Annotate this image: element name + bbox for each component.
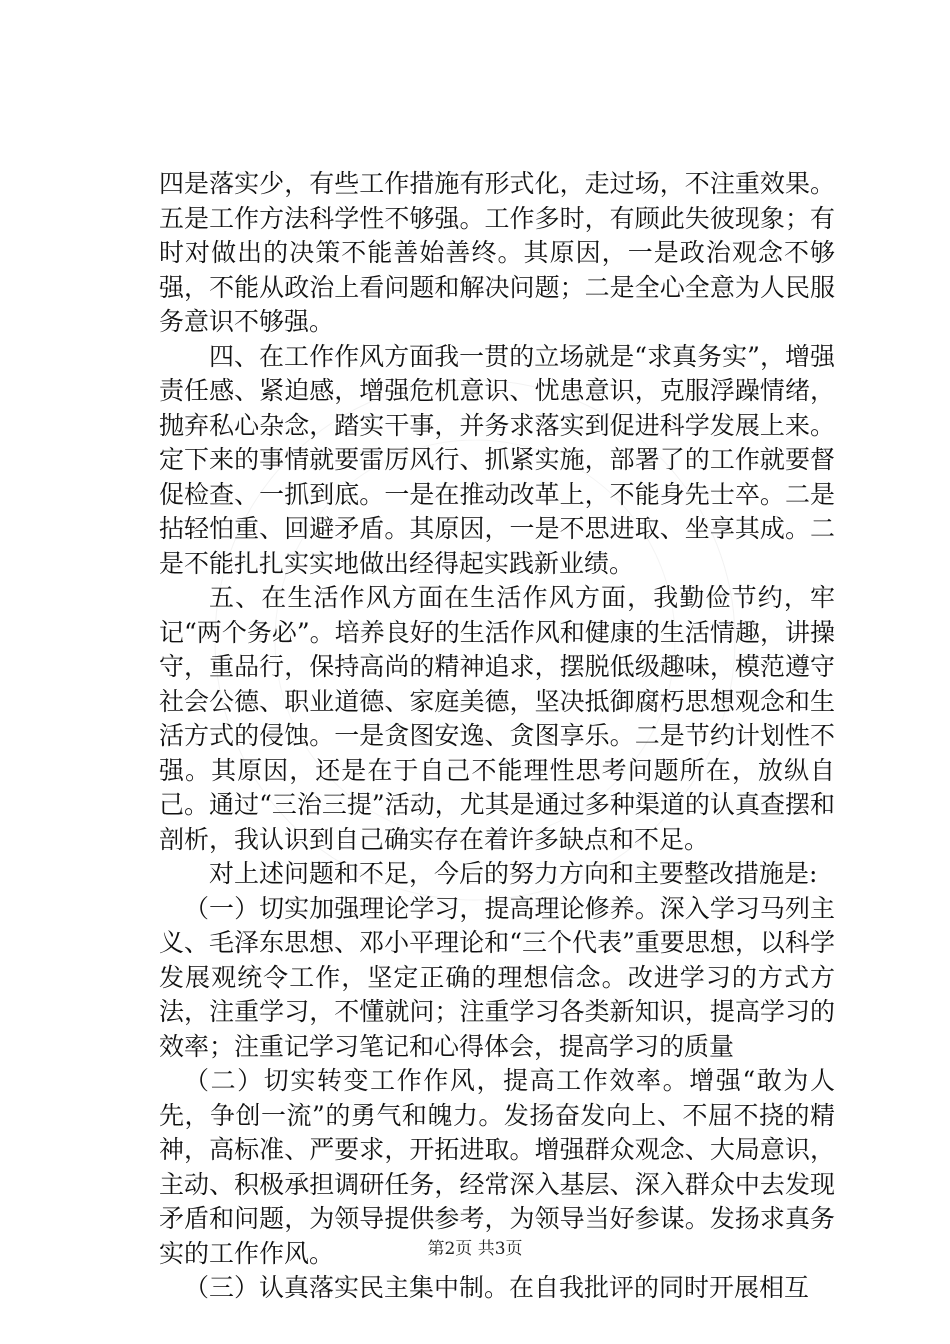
- paragraph-1: 四是落实少，有些工作措施有形式化，走过场，不注重效果。五是工作方法科学性不够强。工作多时，有顾此失彼现象；有时对做出的决策不能善始善终。其原因，一是政治观念不够强，不能从政治上看问题和解决问题；二是全心全意为人民服务意识不够强。: [159, 169, 835, 336]
- document-body: [159, 167, 835, 1306]
- paragraph-3: 五、在生活作风方面在生活作风方面，我勤俭节约，牢记“两个务必”。培养良好的生活作风和健康的生活情趣，讲操守，重品行，保持高尚的精神追求，摆脱低级趣味，模范遵守社会公德、职业道德、家庭美德，坚决抵御腐朽思想观念和生活方式的侵蚀。一是贪图安逸、贪图享乐。二是节约计划性不强。其原因，还是在于自己不能理性思考问题所在，放纵自己。通过“三治三提”活动，尤其是通过多种渠道的认真查摆和剖析，我认识到自己确实存在着许多缺点和不足。: [159, 583, 835, 854]
- paragraph-6: （二）切实转变工作作风，提高工作效率。增强“敢为人先，争创一流”的勇气和魄力。发扬奋发向上、不屈不挠的精神，高标准、严要求，开拓进取。增强群众观念、大局意识，主动、积极承担调研任务，经常深入基层、深入群众中去发现矛盾和问题，为领导提供参考，为领导当好参谋。发扬求真务实的工作作风。: [159, 1066, 835, 1268]
- paragraph-4: 对上述问题和不足，今后的努力方向和主要整改措施是:: [209, 859, 818, 888]
- paragraph-2: 四、在工作作风方面我一贯的立场就是“求真务实”，增强责任感、紧迫感，增强危机意识、忧患意识，克服浮躁情绪，抛弃私心杂念，踏实干事，并务求落实到促进科学发展上来。定下来的事情就要雷厉风行、抓紧实施，部署了的工作就要督促检查、一抓到底。一是在推动改革上，不能身先士卒。二是拈轻怕重、回避矛盾。其原因，一是不思进取、坐享其成。二是不能扎扎实实地做出经得起实践新业绩。: [159, 341, 835, 578]
- paragraph-5: （一）切实加强理论学习，提高理论修养。深入学习马列主义、毛泽东思想、邓小平理论和“三个代表”重要思想，以科学发展观统令工作，坚定正确的理想信念。改进学习的方式方法，注重学习，不懂就问；注重学习各类新知识，提高学习的效率；注重记学习笔记和心得体会，提高学习的质量: [159, 893, 835, 1061]
- paragraph-7: （三）认真落实民主集中制。在自我批评的同时开展相互: [184, 1273, 810, 1302]
- page-footer: 第2页 共3页: [427, 1239, 523, 1259]
